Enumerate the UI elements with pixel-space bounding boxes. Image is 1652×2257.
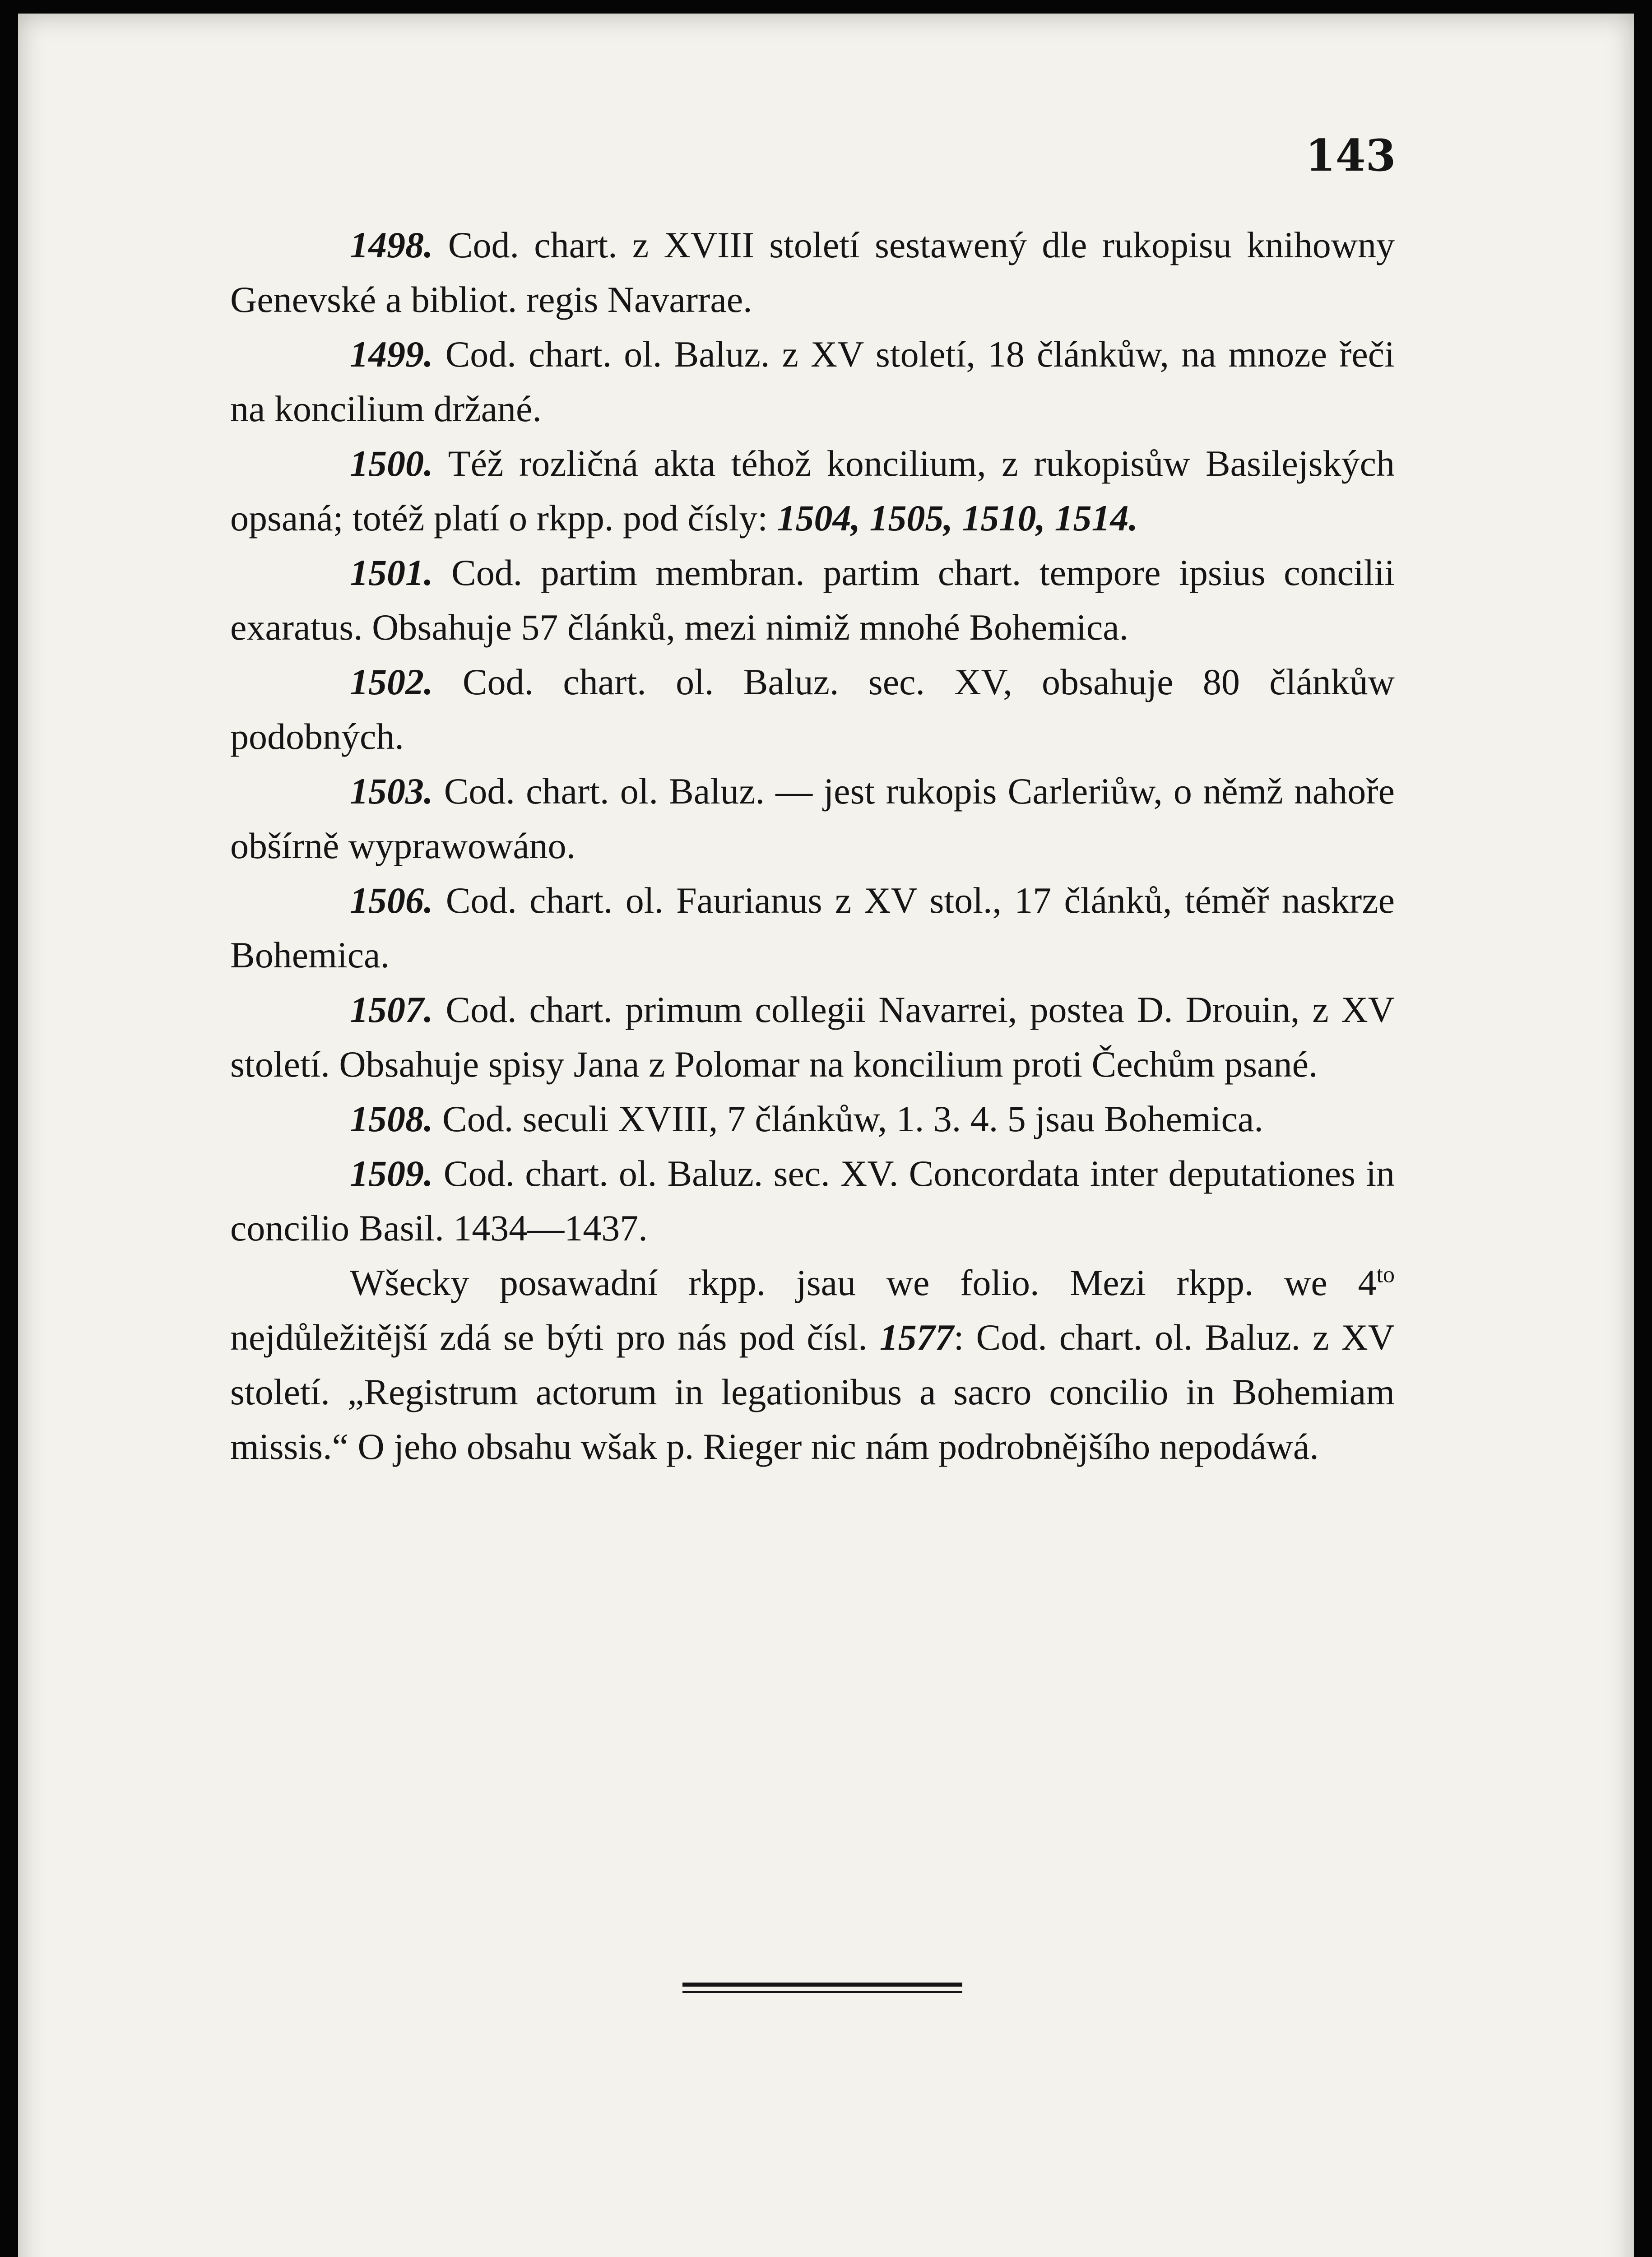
entry-text: Cod. partim membran. partim chart. tempore ipsius concilii exaratus. Obsahuje 57 článků, mezi nimiž mnohé Bohemica.	[230, 552, 1395, 648]
entry-text: Cod. chart. ol. Faurianus z XV stol., 17 článků, téměř naskrze Bohemica.	[230, 880, 1395, 975]
entry-1501	[230, 545, 1395, 655]
entry-1509	[230, 1146, 1395, 1255]
entry-number: 1499.	[350, 334, 433, 375]
entry-1507	[230, 982, 1395, 1091]
entry-text: Též rozličná akta téhož koncilium, z rukopisůw Basilejských opsaná; totéž platí o rkpp. pod čísly:	[230, 443, 1395, 539]
section-rule-thick	[682, 1983, 962, 1987]
entry-text: Cod. chart. ol. Baluz. sec. XV. Concordata inter deputationes in concilio Basil. 1434—1437.	[230, 1153, 1395, 1249]
entry-number: 1502.	[350, 661, 433, 702]
entry-1503	[230, 764, 1395, 873]
entry-1498	[230, 218, 1395, 327]
entry-text: Cod. chart. ol. Baluz. sec. XV, obsahuje 80 článkůw podobných.	[230, 661, 1395, 757]
entry-refs: 1504, 1505, 1510, 1514.	[777, 497, 1138, 539]
entry-1502	[230, 655, 1395, 764]
entry-number: 1500.	[350, 443, 433, 484]
entry-number: 1508.	[350, 1098, 433, 1139]
catalog-text	[230, 218, 1395, 1474]
entry-number: 1507.	[350, 989, 433, 1030]
entry-number: 1509.	[350, 1153, 433, 1194]
entry-text: Cod. chart. primum collegii Navarrei, postea D. Drouin, z XV století. Obsahuje spisy Jana z Polomar na koncilium proti Čechům psané.	[230, 989, 1395, 1085]
closing-text-1: Wšecky posawadní rkpp. jsau we folio. Mezi rkpp. we 4	[350, 1262, 1377, 1303]
closing-superscript: to	[1376, 1262, 1395, 1288]
entry-1500	[230, 436, 1395, 545]
book-page	[18, 14, 1634, 2257]
entry-1499	[230, 327, 1395, 436]
closing-text-2: nejdůležitější zdá se býti pro nás pod čísl.	[230, 1317, 880, 1358]
entry-1506	[230, 873, 1395, 982]
section-rule-thin	[682, 1991, 962, 1993]
entry-text: Cod. chart. ol. Baluz. z XV století, 18 článkůw, na mnoze řeči na koncilium držané.	[230, 334, 1395, 429]
entry-text: Cod. seculi XVIII, 7 článkůw, 1. 3. 4. 5 jsau Bohemica.	[433, 1098, 1263, 1139]
entry-number: 1498.	[350, 224, 433, 265]
page-number: 143	[1305, 130, 1396, 181]
entry-text: Cod. chart. z XVIII století sestawený dle rukopisu knihowny Genevské a bibliot. regis Navarrae.	[230, 224, 1395, 320]
entry-number: 1506.	[350, 880, 433, 921]
entry-1508	[230, 1091, 1395, 1146]
entry-number: 1501.	[350, 552, 433, 593]
closing-text-3: : Cod. chart. ol. Baluz. z XV století. „Registrum actorum in legationibus a sacro concilio in Bohemiam missis.“ O jeho obsahu wšak p. Rieger nic nám podrobnějšího nepodáwá.	[230, 1317, 1395, 1467]
closing-paragraph	[230, 1255, 1395, 1474]
entry-number: 1503.	[350, 771, 433, 812]
entry-text: Cod. chart. ol. Baluz. — jest rukopis Carleriůw, o němž nahoře obšírně wyprawowáno.	[230, 771, 1395, 866]
closing-ref: 1577	[879, 1317, 954, 1358]
